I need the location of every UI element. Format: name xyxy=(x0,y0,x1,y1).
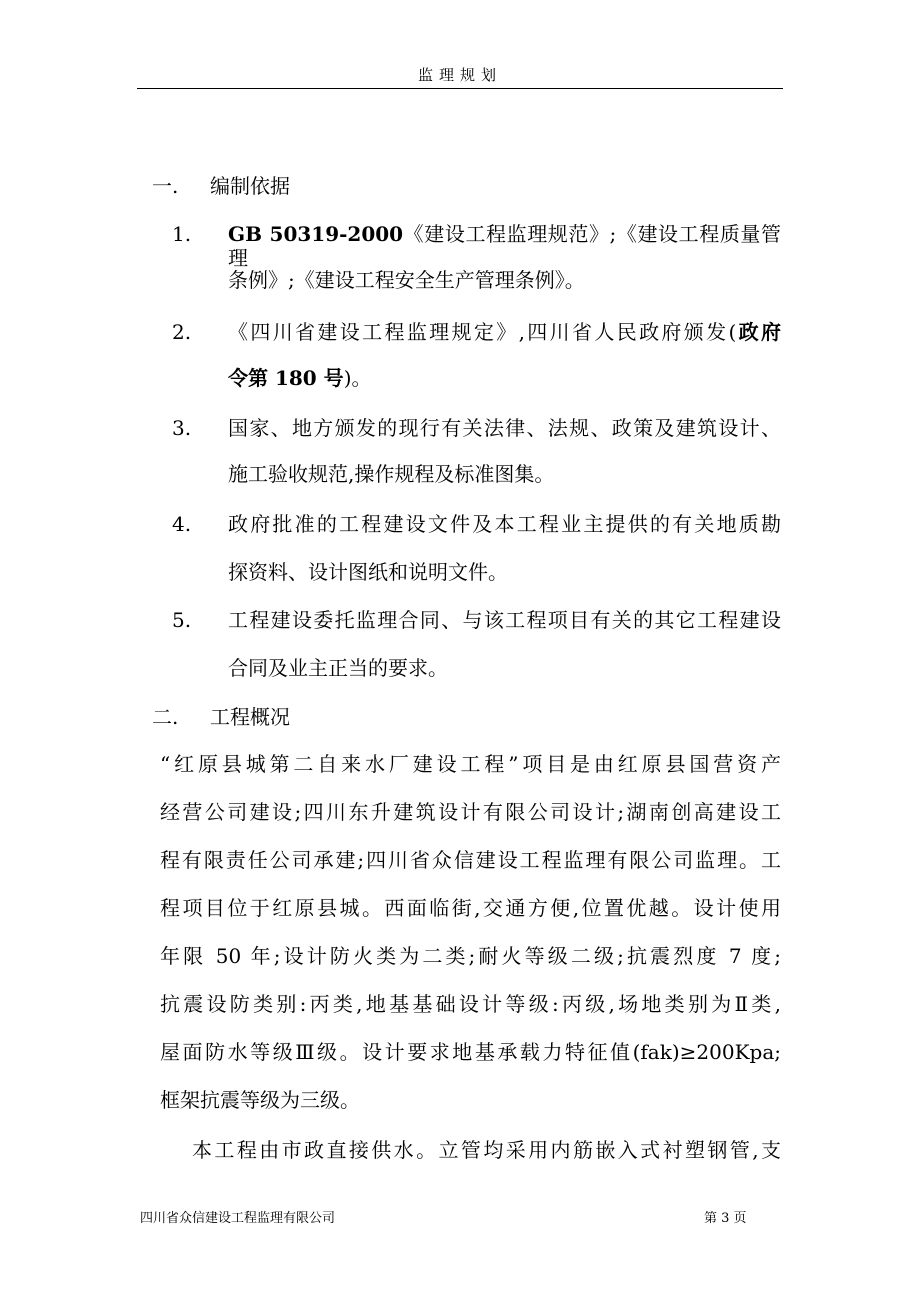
list-item-number: 4. xyxy=(172,512,192,536)
list-item-text: 工程建设委托监理合同、与该工程项目有关的其它工程建设 xyxy=(228,608,781,632)
list-item-text-part: 《建设工程监理规范》;《建设工程质量管理 xyxy=(228,222,781,270)
list-item-number: 2. xyxy=(172,320,192,344)
decree-ref: 令第 180 号 xyxy=(228,366,344,390)
list-item-text: 政府批准的工程建设文件及本工程业主提供的有关地质勘 xyxy=(228,512,781,536)
list-item-text: 国家、地方颁发的现行有关法律、法规、政策及建筑设计、 xyxy=(228,416,781,440)
paragraph-line: 本工程由市政直接供水。立管均采用内筋嵌入式衬塑钢管,支 xyxy=(192,1138,781,1162)
list-item-text xyxy=(228,222,781,270)
paragraph-line: 程项目位于红原县城。西面临街,交通方便,位置优越。设计使用 xyxy=(160,896,781,920)
paragraph-line: “红原县城第二自来水厂建设工程”项目是由红原县国营资产 xyxy=(160,752,781,776)
paragraph-line: 程有限责任公司承建;四川省众信建设工程监理有限公司监理。工 xyxy=(160,848,781,872)
decree-ref: 政府 xyxy=(736,320,782,344)
list-item-text: 施工验收规范,操作规程及标准图集。 xyxy=(228,462,555,486)
list-item-text: 探资料、设计图纸和说明文件。 xyxy=(228,560,508,584)
paragraph-line: 年限 50 年;设计防火类为二类;耐火等级二级;抗震烈度 7 度; xyxy=(160,944,781,968)
list-item-text xyxy=(228,366,372,390)
section-title: 工程概况 xyxy=(210,705,290,729)
paragraph-line: 抗震设防类别:丙类,地基基础设计等级:丙级,场地类别为Ⅱ类, xyxy=(160,992,781,1016)
list-item-text-part: 《四川省建设工程监理规定》,四川省人民政府颁发( xyxy=(228,320,737,344)
paragraph-line: 屋面防水等级Ⅲ级。设计要求地基承载力特征值(fak)≥200Kpa; xyxy=(160,1040,781,1064)
standard-code: GB 50319-2000 xyxy=(228,222,404,246)
page-header-title: 监理规划 xyxy=(417,66,502,84)
paragraph-line: 经营公司建设;四川东升建筑设计有限公司设计;湖南创高建设工 xyxy=(160,800,781,824)
footer-company: 四川省众信建设工程监理有限公司 xyxy=(140,1211,336,1226)
section-number: 一. xyxy=(152,174,179,198)
list-item-text: 合同及业主正当的要求。 xyxy=(228,656,448,680)
paragraph-line: 框架抗震等级为三级。 xyxy=(160,1088,360,1112)
section-title: 编制依据 xyxy=(210,174,290,198)
list-item-text: 条例》;《建设工程安全生产管理条例》。 xyxy=(228,268,585,292)
header-divider xyxy=(137,88,783,89)
footer-page-number: 第 3 页 xyxy=(704,1211,747,1226)
list-item-text-part: )。 xyxy=(343,366,372,390)
list-item-number: 1. xyxy=(172,222,192,246)
list-item-number: 5. xyxy=(172,608,192,632)
list-item-text xyxy=(228,320,781,344)
list-item-number: 3. xyxy=(172,416,192,440)
section-number: 二. xyxy=(152,705,179,729)
